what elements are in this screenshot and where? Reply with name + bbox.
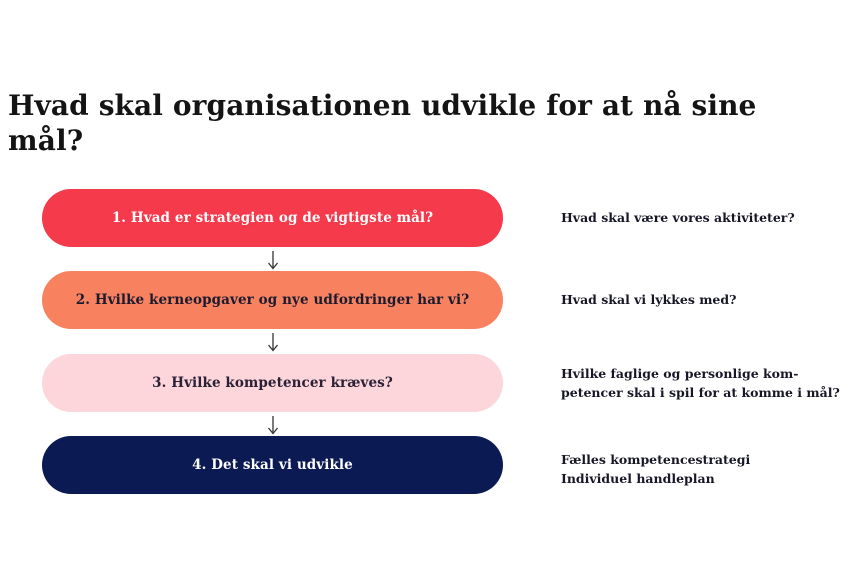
note-1	[561, 208, 856, 227]
step-2-pill	[42, 271, 503, 329]
arrow-down-icon	[265, 414, 281, 436]
step-3-label: 3. Hvilke kompetencer kræves?	[152, 375, 393, 391]
note-3	[561, 364, 856, 402]
note-4	[561, 450, 856, 488]
step-4-label: 4. Det skal vi udvikle	[192, 457, 353, 473]
note-3-line-1: Hvilke faglige og personlige kom-	[561, 366, 799, 381]
note-2-line-1: Hvad skal vi lykkes med?	[561, 292, 737, 307]
arrow-down-icon	[265, 331, 281, 353]
note-2	[561, 290, 856, 309]
note-1-line-1: Hvad skal være vores aktiviteter?	[561, 210, 795, 225]
step-2-label: 2. Hvilke kerneopgaver og nye udfordringer har vi?	[75, 292, 470, 308]
note-4-line-1: Fælles kompetencestrategi	[561, 452, 751, 467]
step-1-pill	[42, 189, 503, 247]
step-1-label: 1. Hvad er strategien og de vigtigste mål?	[111, 210, 434, 226]
note-3-line-2: petencer skal i spil for at komme i mål?	[561, 385, 840, 400]
arrow-down-icon	[265, 249, 281, 271]
step-3-pill	[42, 354, 503, 412]
page-title: Hvad skal organisationen udvikle for at nå sine mål?	[8, 89, 757, 157]
step-4-pill	[42, 436, 503, 494]
note-4-line-2: Individuel handleplan	[561, 471, 715, 486]
